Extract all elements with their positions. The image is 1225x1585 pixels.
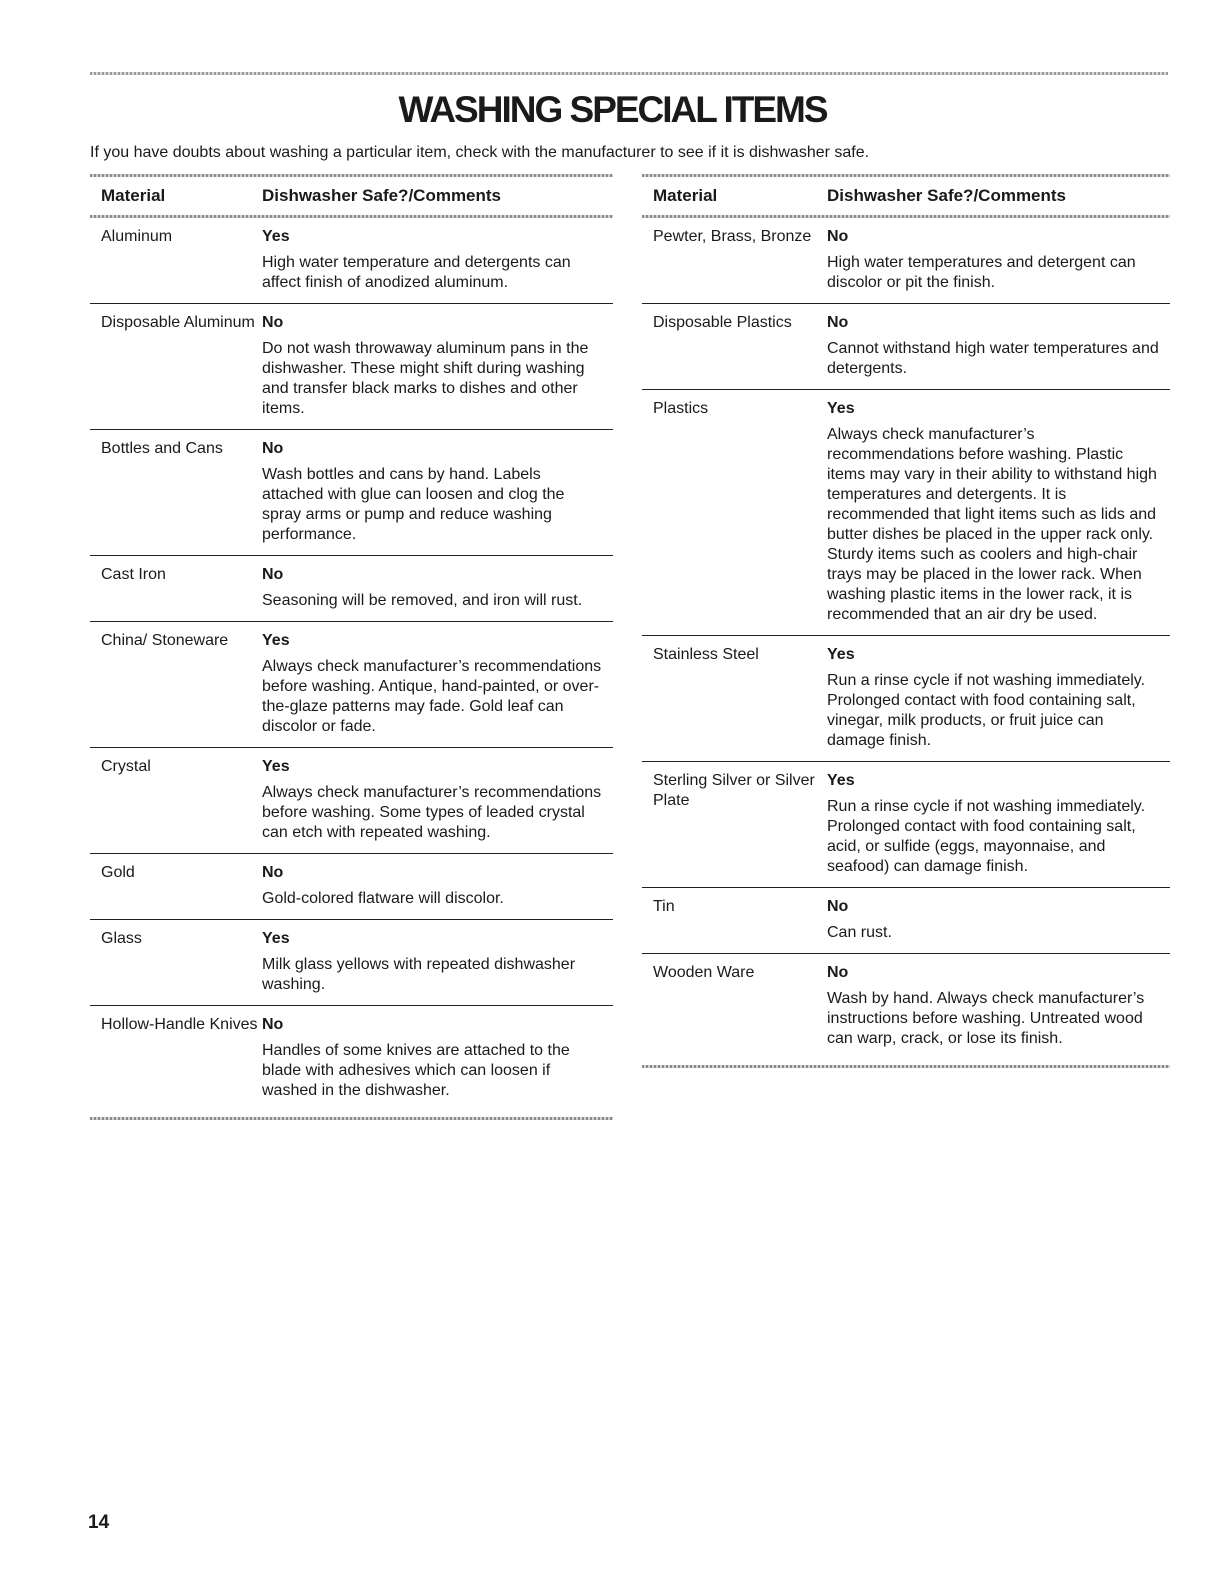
comment-text: Do not wash throwaway aluminum pans in the dishwasher. These might shift during washing and transfer black marks to dishes and other items.: [262, 340, 589, 417]
comments-cell: [262, 562, 613, 611]
table-header: [642, 177, 1170, 215]
comments-header: Dishwasher Safe?/Comments: [827, 186, 1067, 205]
material-header: Material: [653, 186, 718, 205]
comments-cell: [827, 224, 1170, 293]
material-cell: Plastics: [653, 400, 709, 417]
comments-cell: [262, 754, 613, 843]
safe-verdict: No: [262, 440, 284, 457]
table-row: [90, 853, 613, 919]
material-cell: Gold: [101, 864, 135, 881]
table-bottom-rule: [90, 1117, 613, 1120]
material-header: Material: [101, 186, 166, 205]
comments-cell: [262, 436, 613, 545]
page-number: 14: [88, 1512, 110, 1533]
comments-cell: [262, 224, 613, 293]
comment-text: Milk glass yellows with repeated dishwasher washing.: [262, 956, 576, 993]
comment-text: Run a rinse cycle if not washing immediately. Prolonged contact with food containing salt, vinegar, milk products, or fruit juice can damage finish.: [827, 672, 1146, 749]
comments-cell: [827, 960, 1170, 1049]
table-row: [90, 747, 613, 853]
table-row: [642, 635, 1170, 761]
comments-cell: [827, 396, 1170, 625]
safe-verdict: No: [827, 964, 849, 981]
comments-cell: [262, 860, 613, 909]
comment-text: Gold-colored flatware will discolor.: [262, 890, 504, 907]
safe-verdict: Yes: [827, 400, 855, 417]
material-cell: Crystal: [101, 758, 151, 775]
safe-verdict: Yes: [827, 646, 855, 663]
intro-text: If you have doubts about washing a particular item, check with the manufacturer to see if it is dishwasher safe.: [90, 144, 870, 161]
material-cell: Hollow-Handle Knives: [101, 1016, 258, 1033]
table-row: [642, 389, 1170, 635]
top-dotted-rule: [90, 72, 1168, 75]
table-row: [90, 1005, 613, 1111]
safe-verdict: No: [262, 566, 284, 583]
table-row: [642, 218, 1170, 303]
comment-text: High water temperatures and detergent can discolor or pit the finish.: [827, 254, 1136, 291]
left-table: [90, 174, 613, 1120]
safe-verdict: No: [827, 898, 849, 915]
safe-verdict: No: [827, 228, 849, 245]
table-row: [90, 621, 613, 747]
safe-verdict: Yes: [262, 228, 290, 245]
comment-text: High water temperature and detergents can affect finish of anodized aluminum.: [262, 254, 571, 291]
comments-header: Dishwasher Safe?/Comments: [262, 186, 502, 205]
comment-text: Wash by hand. Always check manufacturer’s instructions before washing. Untreated wood can warp, crack, or lose its finish.: [827, 990, 1145, 1047]
safe-verdict: No: [262, 864, 284, 881]
table-row: [642, 303, 1170, 389]
comments-cell: [827, 894, 1170, 943]
material-cell: Sterling Silver or Silver Plate: [653, 772, 815, 809]
material-cell: Stainless Steel: [653, 646, 759, 663]
comments-cell: [262, 1012, 613, 1101]
comment-text: Can rust.: [827, 924, 892, 941]
table-row: [90, 429, 613, 555]
table-row: [642, 761, 1170, 887]
comment-text: Seasoning will be removed, and iron will rust.: [262, 592, 583, 609]
material-cell: Cast Iron: [101, 566, 166, 583]
material-cell: Disposable Aluminum: [101, 314, 255, 331]
material-cell: Glass: [101, 930, 142, 947]
material-cell: Pewter, Brass, Bronze: [653, 228, 812, 245]
table-header: [90, 177, 613, 215]
table-row: [90, 919, 613, 1005]
comment-text: Always check manufacturer’s recommendations before washing. Antique, hand-painted, or over-the-glaze patterns may fade. Gold leaf can discolor or fade.: [262, 658, 602, 735]
material-cell: Disposable Plastics: [653, 314, 792, 331]
comments-cell: [262, 628, 613, 737]
comment-text: Always check manufacturer’s recommendations before washing. Some types of leaded crystal can etch with repeated washing.: [262, 784, 602, 841]
safe-verdict: No: [262, 1016, 284, 1033]
table-row: [642, 953, 1170, 1059]
comments-cell: [827, 310, 1170, 379]
left-rows: [90, 218, 613, 1111]
table-row: [642, 887, 1170, 953]
table-bottom-rule: [642, 1065, 1170, 1068]
safe-verdict: Yes: [262, 930, 290, 947]
material-cell: Aluminum: [101, 228, 173, 245]
safe-verdict: Yes: [262, 758, 290, 775]
material-cell: Tin: [653, 898, 675, 915]
comments-cell: [262, 310, 613, 419]
comment-text: Run a rinse cycle if not washing immediately. Prolonged contact with food containing salt, acid, or sulfide (eggs, mayonnaise, and seafood) can damage finish.: [827, 798, 1146, 875]
right-rows: [642, 218, 1170, 1059]
material-cell: Bottles and Cans: [101, 440, 223, 457]
comment-text: Cannot withstand high water temperatures and detergents.: [827, 340, 1159, 377]
safe-verdict: No: [262, 314, 284, 331]
comment-text: Always check manufacturer’s recommendations before washing. Plastic items may vary in their ability to withstand high temperatures and detergents. It is recommended that light items such as lids and butter dishes be placed in the upper rack only. Sturdy items such as coolers and high-chair trays may be placed in the lower rack. When washing plastic items in the lower rack, it is recommended that an air dry be used.: [827, 426, 1157, 623]
comments-cell: [827, 768, 1170, 877]
comments-cell: [262, 926, 613, 995]
safe-verdict: Yes: [262, 632, 290, 649]
page-title: WASHING SPECIAL ITEMS: [398, 89, 827, 130]
table-row: [90, 218, 613, 303]
comment-text: Handles of some knives are attached to the blade with adhesives which can loosen if washed in the dishwasher.: [262, 1042, 570, 1099]
material-cell: China/ Stoneware: [101, 632, 229, 649]
comments-cell: [827, 642, 1170, 751]
material-cell: Wooden Ware: [653, 964, 755, 981]
right-table: [642, 174, 1170, 1068]
safe-verdict: Yes: [827, 772, 855, 789]
table-row: [90, 303, 613, 429]
comment-text: Wash bottles and cans by hand. Labels attached with glue can loosen and clog the spray arms or pump and reduce washing performance.: [262, 466, 565, 543]
safe-verdict: No: [827, 314, 849, 331]
table-row: [90, 555, 613, 621]
